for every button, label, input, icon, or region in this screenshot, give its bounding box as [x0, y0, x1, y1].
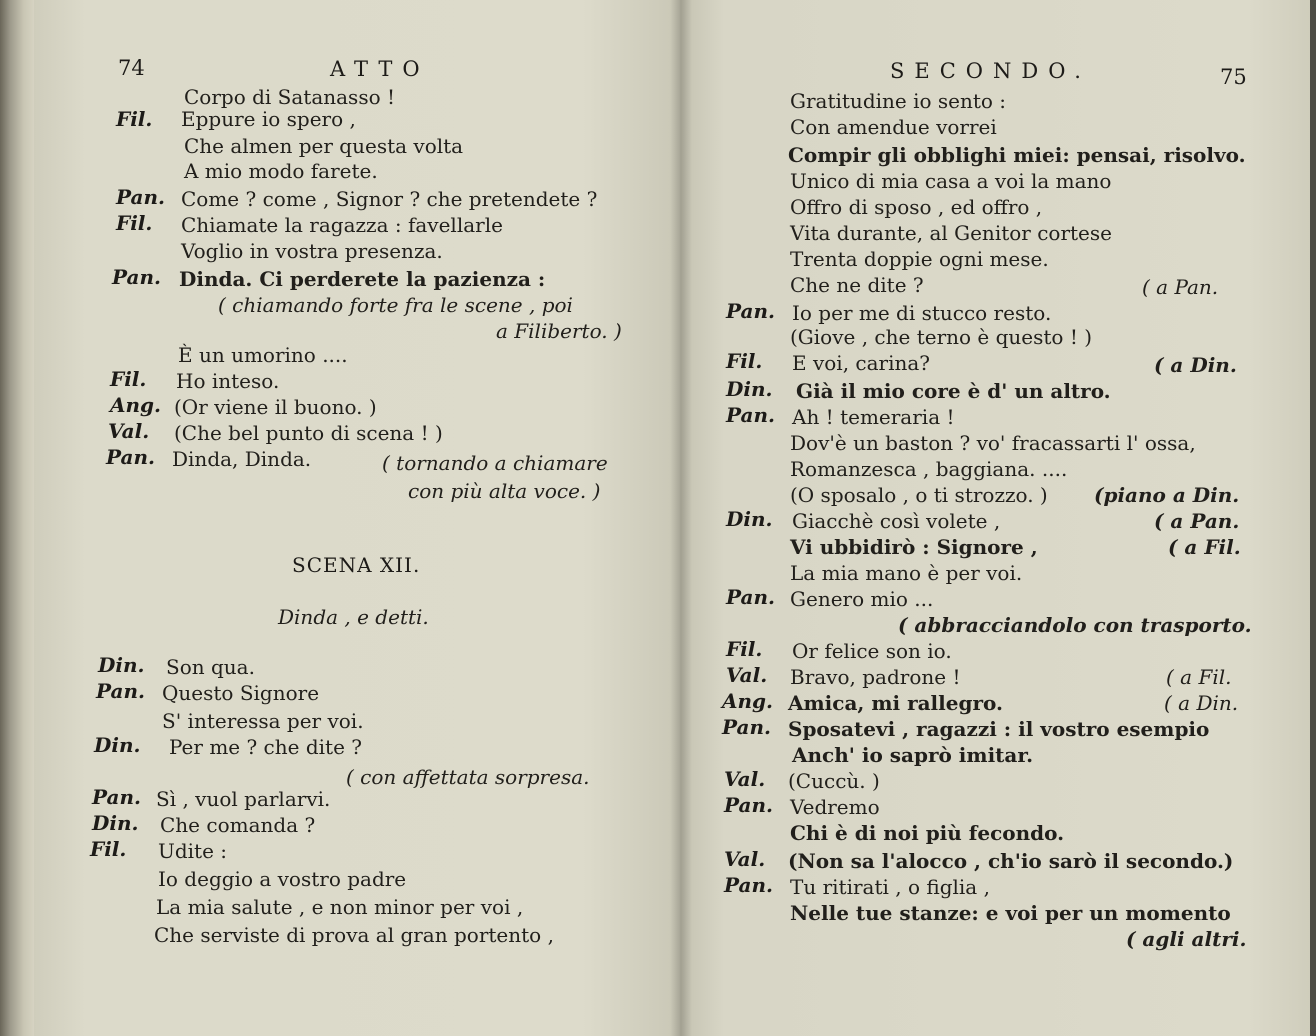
- verse-line: Romanzesca , baggiana. ....: [790, 457, 1068, 481]
- speaker-label: Pan.: [106, 445, 155, 469]
- book-gutter: [670, 0, 692, 1036]
- verse-line: Tu ritirati , o figlia ,: [790, 875, 990, 899]
- stage-direction: ( a Din.: [1164, 691, 1239, 715]
- verse-line: Chi è di noi più fecondo.: [790, 821, 1065, 845]
- speaker-label: Ang.: [722, 689, 774, 713]
- stage-direction: ( chiamando forte fra le scene , poi: [218, 293, 573, 317]
- verse-line: Io per me di stucco resto.: [792, 301, 1052, 325]
- speaker-label: Din.: [726, 377, 773, 401]
- verse-line: Per me ? che dite ?: [169, 735, 362, 759]
- verse-line: Gratitudine io sento :: [790, 89, 1007, 113]
- speaker-label: Fil.: [90, 837, 127, 861]
- speaker-label: Din.: [726, 507, 773, 531]
- stage-direction: ( tornando a chiamare: [382, 451, 608, 475]
- speaker-label: Pan.: [116, 185, 165, 209]
- verse-line: (Cuccù. ): [788, 769, 880, 793]
- verse-line: Che almen per questa volta: [184, 134, 464, 158]
- verse-line: Chiamate la ragazza : favellarle: [181, 213, 503, 237]
- verse-line: Che serviste di prova al gran portento ,: [154, 923, 554, 947]
- right-page: [680, 0, 1310, 1036]
- verse-line: È un umorino ....: [178, 343, 348, 367]
- speaker-label: Pan.: [726, 403, 775, 427]
- speaker-label: Fil.: [110, 367, 147, 391]
- verse-line: La mia mano è per voi.: [790, 561, 1023, 585]
- scene-title: SCENA XII.: [292, 553, 421, 577]
- verse-line: Che ne dite ?: [790, 273, 924, 297]
- speaker-label: Pan.: [726, 299, 775, 323]
- stage-direction: ( a Pan.: [1154, 509, 1240, 533]
- stage-direction: ( a Din.: [1154, 353, 1237, 377]
- book-edge-left: [0, 0, 34, 1036]
- stage-direction: (piano a Din.: [1094, 483, 1240, 507]
- verse-line: E voi, carina?: [792, 351, 931, 375]
- speaker-label: Pan.: [726, 585, 775, 609]
- verse-line: Con amendue vorrei: [790, 115, 997, 139]
- verse-line: Già il mio core è d' un altro.: [796, 379, 1111, 403]
- speaker-label: Pan.: [112, 265, 161, 289]
- verse-line: Vedremo: [790, 795, 880, 819]
- stage-direction: ( con affettata sorpresa.: [346, 765, 590, 789]
- verse-line: Corpo di Satanasso !: [184, 85, 396, 109]
- verse-line: Genero mio ...: [790, 587, 934, 611]
- verse-line: (Non sa l'alocco , ch'io sarò il secondo.): [788, 849, 1234, 873]
- speaker-label: Din.: [98, 653, 145, 677]
- stage-direction: ( a Fil.: [1166, 665, 1232, 689]
- verse-line: (O sposalo , o ti strozzo. ): [790, 483, 1048, 507]
- stage-direction: ( a Fil.: [1168, 535, 1241, 559]
- speaker-label: Din.: [94, 733, 141, 757]
- verse-line: Offro di sposo , ed offro ,: [790, 195, 1043, 219]
- verse-line: La mia salute , e non minor per voi ,: [156, 895, 524, 919]
- verse-line: (Or viene il buono. ): [174, 395, 377, 419]
- speaker-label: Pan.: [724, 793, 773, 817]
- verse-line: Bravo, padrone !: [790, 665, 961, 689]
- verse-line: Io deggio a vostro padre: [158, 867, 407, 891]
- speaker-label: Din.: [92, 811, 139, 835]
- verse-line: Sì , vuol parlarvi.: [156, 787, 331, 811]
- verse-line: Amica, mi rallegro.: [788, 691, 1003, 715]
- left-page: [34, 0, 680, 1036]
- verse-line: Voglio in vostra presenza.: [181, 239, 443, 263]
- verse-line: A mio modo farete.: [184, 159, 378, 183]
- page-number: 74: [118, 56, 145, 80]
- verse-line: S' interessa per voi.: [162, 709, 364, 733]
- speaker-label: Val.: [724, 847, 766, 871]
- verse-line: Anch' io saprò imitar.: [792, 743, 1034, 767]
- verse-line: Compir gli obblighi miei: pensai, risolvo.: [788, 143, 1246, 167]
- verse-line: Nelle tue stanze: e voi per un momento: [790, 901, 1231, 925]
- speaker-label: Pan.: [722, 715, 771, 739]
- verse-line: Dov'è un baston ? vo' fracassarti l' ossa,: [790, 431, 1196, 455]
- speaker-label: Fil.: [726, 349, 763, 373]
- verse-line: Trenta doppie ogni mese.: [790, 247, 1049, 271]
- speaker-label: Fil.: [726, 637, 763, 661]
- verse-line: Udite :: [158, 839, 228, 863]
- verse-line: Come ? come , Signor ? che pretendete ?: [181, 187, 598, 211]
- speaker-label: Ang.: [110, 393, 162, 417]
- speaker-label: Fil.: [116, 107, 153, 131]
- verse-line: Dinda. Ci perderete la pazienza :: [179, 267, 546, 291]
- running-head: ATTO: [330, 57, 430, 81]
- verse-line: Ho inteso.: [176, 369, 280, 393]
- verse-line: Son qua.: [166, 655, 255, 679]
- speaker-label: Val.: [726, 663, 768, 687]
- verse-line: (Che bel punto di scena ! ): [174, 421, 443, 445]
- verse-line: Giacchè così volete ,: [792, 509, 1001, 533]
- verse-line: Vita durante, al Genitor cortese: [790, 221, 1112, 245]
- verse-line: Ah ! temeraria !: [792, 405, 955, 429]
- stage-direction: ( a Pan.: [1142, 275, 1219, 299]
- verse-line: (Giove , che terno è questo ! ): [790, 325, 1093, 349]
- verse-line: Or felice son io.: [792, 639, 952, 663]
- stage-direction: a Filiberto. ): [496, 319, 622, 343]
- verse-line: Unico di mia casa a voi la mano: [790, 169, 1112, 193]
- stage-direction: con più alta voce. ): [408, 479, 601, 503]
- verse-line: Vi ubbidirò : Signore ,: [790, 535, 1038, 559]
- speaker-label: Val.: [724, 767, 766, 791]
- stage-direction: ( agli altri.: [1126, 927, 1247, 951]
- verse-line: Eppure io spero ,: [181, 107, 356, 131]
- speaker-label: Pan.: [724, 873, 773, 897]
- running-head: SECONDO.: [890, 59, 1091, 83]
- speaker-label: Fil.: [116, 211, 153, 235]
- verse-line: Dinda, Dinda.: [172, 447, 312, 471]
- verse-line: Questo Signore: [162, 681, 320, 705]
- speaker-label: Pan.: [92, 785, 141, 809]
- stage-direction: ( abbracciandolo con trasporto.: [898, 613, 1252, 637]
- speaker-label: Val.: [108, 419, 150, 443]
- scene-subtitle: Dinda , e detti.: [278, 605, 429, 629]
- verse-line: Che comanda ?: [160, 813, 316, 837]
- page-number: 75: [1220, 65, 1247, 89]
- speaker-label: Pan.: [96, 679, 145, 703]
- book-edge-right: [1310, 0, 1316, 1036]
- verse-line: Sposatevi , ragazzi : il vostro esempio: [788, 717, 1210, 741]
